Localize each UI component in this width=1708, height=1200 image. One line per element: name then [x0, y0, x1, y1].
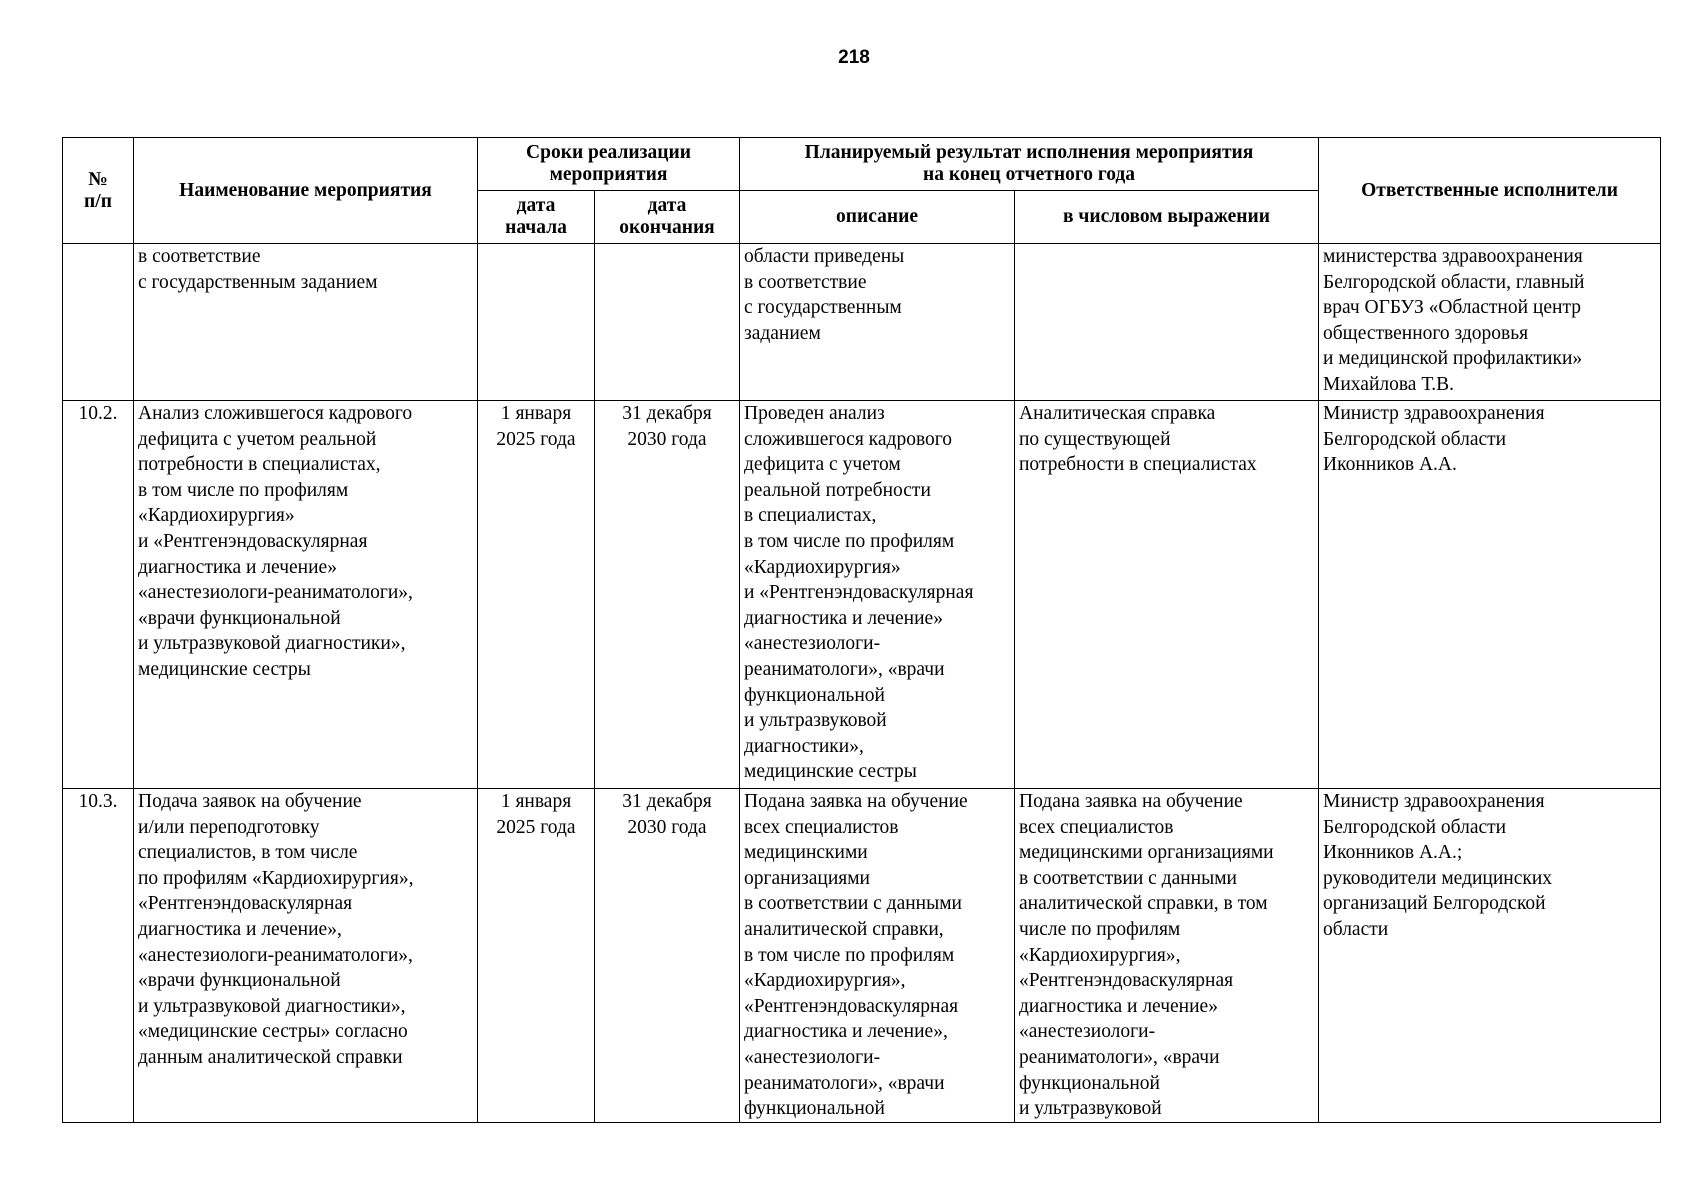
result-numeric: Подана заявка на обучение всех специалистов медицинскими организациями в соответствии с данными аналитической справки, в том числе по профилям «Кардиохирургия», «Рентгенэндоваскулярная диагностика и лечение» «анестезиологи- реаниматологи», «врачи функциональной и ультразвуковой	[1015, 789, 1319, 1123]
page-number: 218	[838, 47, 870, 68]
header-num: № п/п	[63, 138, 134, 244]
start-date: 1 января 2025 года	[478, 789, 595, 1123]
end-date	[595, 244, 740, 401]
header-end-date: дата окончания	[595, 191, 740, 244]
table-row	[63, 789, 1661, 1123]
table-row	[63, 244, 1661, 401]
activities-table	[62, 137, 1661, 1123]
header-name: Наименование мероприятия	[134, 138, 478, 244]
row-number: 10.3.	[63, 789, 134, 1123]
row-number	[63, 244, 134, 401]
result-description: Проведен анализ сложившегося кадрового дефицита с учетом реальной потребности в специалистах, в том числе по профилям «Кардиохирургия» и «Рентгенэндоваскулярная диагностика и лечение» «анестезиологи- реаниматологи», «врачи функциональной и ультразвуковой диагностики», медицинские сестры	[740, 401, 1015, 789]
result-numeric	[1015, 244, 1319, 401]
activity-name: Анализ сложившегося кадрового дефицита с учетом реальной потребности в специалистах, в том числе по профилям «Кардиохирургия» и «Рентгенэндоваскулярная диагностика и лечение» «анестезиологи-реаниматологи», «врачи функциональной и ультразвуковой диагностики», медицинские сестры	[134, 401, 478, 789]
activity-name: в соответствие с государственным заданием	[134, 244, 478, 401]
start-date	[478, 244, 595, 401]
result-description: Подана заявка на обучение всех специалистов медицинскими организациями в соответствии с данными аналитической справки, в том числе по профилям «Кардиохирургия», «Рентгенэндоваскулярная диагностика и лечение», «анестезиологи- реаниматологи», «врачи функциональной	[740, 789, 1015, 1123]
header-timing-group: Сроки реализации мероприятия	[478, 138, 740, 191]
header-result-group: Планируемый результат исполнения мероприятия на конец отчетного года	[740, 138, 1319, 191]
header-start-date: дата начала	[478, 191, 595, 244]
start-date: 1 января 2025 года	[478, 401, 595, 789]
activity-name: Подача заявок на обучение и/или переподготовку специалистов, в том числе по профилям «Кардиохирургия», «Рентгенэндоваскулярная диагностика и лечение», «анестезиологи-реаниматологи», «врачи функциональной и ультразвуковой диагностики», «медицинские сестры» согласно данным аналитической справки	[134, 789, 478, 1123]
header-description: описание	[740, 191, 1015, 244]
responsible-executors: министерства здравоохранения Белгородской области, главный врач ОГБУЗ «Областной центр общественного здоровья и медицинской профилактики» Михайлова Т.В.	[1319, 244, 1661, 401]
end-date: 31 декабря 2030 года	[595, 789, 740, 1123]
table-row	[63, 401, 1661, 789]
responsible-executors: Министр здравоохранения Белгородской области Иконников А.А.	[1319, 401, 1661, 789]
result-numeric: Аналитическая справка по существующей потребности в специалистах	[1015, 401, 1319, 789]
header-row-top	[63, 138, 1661, 191]
header-responsible: Ответственные исполнители	[1319, 138, 1661, 244]
result-description: области приведены в соответствие с государственным заданием	[740, 244, 1015, 401]
header-numeric: в числовом выражении	[1015, 191, 1319, 244]
end-date: 31 декабря 2030 года	[595, 401, 740, 789]
row-number: 10.2.	[63, 401, 134, 789]
responsible-executors: Министр здравоохранения Белгородской области Иконников А.А.; руководители медицинских организаций Белгородской области	[1319, 789, 1661, 1123]
